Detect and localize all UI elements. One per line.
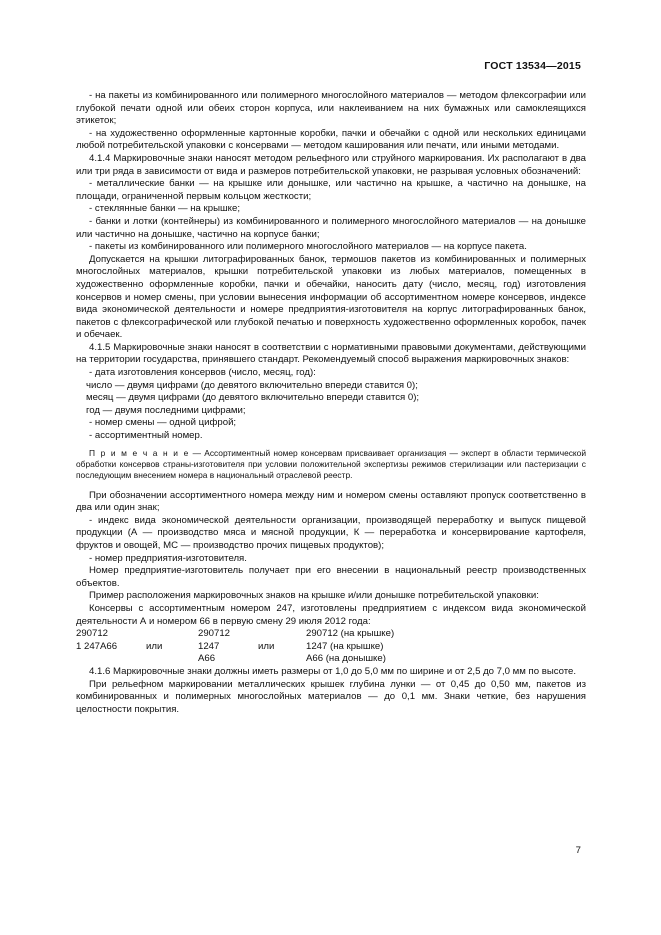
paragraph: При обозначении ассортиментного номера между ним и номером смены оставляют пропуск соответственно в два или один знак; bbox=[76, 489, 586, 514]
paragraph: - пакеты из комбинированного или полимерного многослойного материалов — на корпусе пакета. bbox=[89, 241, 527, 253]
page-number: 7 bbox=[575, 845, 581, 856]
paragraph-sub: месяц — двумя цифрами (до девятого включительно впереди ставится 0); bbox=[86, 392, 420, 404]
table-cell: или bbox=[258, 640, 275, 652]
paragraph: Номер предприятие-изготовитель получает при его внесении в национальный реестр производственных объектов. bbox=[76, 565, 586, 589]
paragraph: 4.1.4 Маркировочные знаки наносят методом рельефного или струйного маркирования. Их располагают в два или три ряда в зависимости от вида и размеров потребительской упаковки, не разрывая условных обозначений: bbox=[76, 152, 586, 177]
table-cell bbox=[146, 628, 198, 641]
table-cell bbox=[258, 653, 306, 666]
table-row bbox=[76, 628, 394, 641]
standard-header: ГОСТ 13534—2015 bbox=[484, 60, 581, 72]
table-cell bbox=[146, 653, 198, 666]
paragraph: Консервы с ассортиментным номером 247, изготовлены предприятием с индексом вида экономической деятельности А и номером 66 в первую смену 29 июля 2012 года: bbox=[76, 602, 586, 627]
table-cell: 1247 (на крышке) bbox=[306, 640, 384, 652]
paragraph: Допускается на крышки литографированных банок, термошов пакетов из комбинированных и полимерных многослойных материалов, крышки потребительской упаковки из любых материалов, помещенных в художественно оформленные коробки, пачки и обечайки, наносить дату (число, месяц, год) изготовления консервов и номер смены, при условии вынесения информации об ассортиментном номере консервов, индексе вида экономической деятельности и номере предприятия-изготовителя на корпус литографированных банок, пакетов с флексографической или глубокой печатью и поверхность художественно оформленных коробок, пачек и обечаек. bbox=[76, 253, 586, 341]
note bbox=[76, 448, 586, 481]
document-body bbox=[76, 90, 586, 716]
paragraph-sub: год — двумя последними цифрами; bbox=[86, 404, 246, 416]
paragraph: - на художественно оформленные картонные коробки, пачки и обечайки с одной или нескольких единицами любой потребительской упаковки с консервами — методом каширования или печати, или иными методами. bbox=[76, 127, 586, 152]
table-cell: 290712 bbox=[198, 628, 231, 640]
table-cell: 290712 (на крышке) bbox=[306, 628, 395, 640]
paragraph: - ассортиментный номер. bbox=[89, 430, 203, 442]
paragraph: - на пакеты из комбинированного или полимерного многослойного материалов — методом флексографии или глубокой печати одной или обеих сторон корпуса, или наклеиванием на них бумажных или самоклеящихся этикеток; bbox=[76, 90, 586, 127]
paragraph: - банки и лотки (контейнеры) из комбинированного и полимерного многослойного материалов — на донышке или частично на донышке, частично на корпусе банки; bbox=[76, 215, 586, 240]
table-row bbox=[76, 641, 394, 654]
paragraph: - номер смены — одной цифрой; bbox=[89, 417, 237, 429]
table-cell: 1247 bbox=[198, 640, 220, 652]
marking-example-table bbox=[76, 628, 394, 666]
paragraph: - номер предприятия-изготовителя. bbox=[89, 552, 247, 564]
table-row bbox=[76, 653, 394, 666]
table-cell: А66 (на донышке) bbox=[306, 653, 386, 665]
paragraph: - индекс вида экономической деятельности организации, производящей переработку и выпуск пищевой продукции (А — производство мяса и мясной продукции, К — переработка и консервирование картофеля, фруктов и овощей, МС — производство прочих пищевых продуктов); bbox=[76, 514, 586, 551]
paragraph: - дата изготовления консервов (число, месяц, год): bbox=[89, 367, 316, 379]
paragraph: - металлические банки — на крышке или донышке, или частично на крышке, а частично на донышке, на площади, ограниченной первым кольцом жесткости; bbox=[76, 178, 586, 202]
table-cell bbox=[258, 628, 306, 641]
paragraph: Пример расположения маркировочных знаков на крышке и/или донышке потребительской упаковки: bbox=[89, 590, 539, 602]
table-cell: или bbox=[146, 640, 163, 652]
table-cell bbox=[76, 653, 146, 666]
paragraph: - стеклянные банки — на крышке; bbox=[89, 203, 240, 215]
paragraph: При рельефном маркировании металлических крышек глубина лунки — от 0,45 до 0,50 мм, пакетов из комбинированных и полимерных многослойных материалов — до 0,1 мм. Знаки четкие, без нарушения целостности покрытия. bbox=[76, 678, 586, 715]
note-label: П р и м е ч а н и е bbox=[89, 447, 190, 458]
note-text: — Ассортиментный номер консервам присваивает организация — эксперт в области термической обработки консервов страны-изготовителя при условии положительной экспертизы режимов стерилизации или пастеризации с последующим внесением номера в национальный отраслевой реестр. bbox=[76, 447, 587, 480]
paragraph-sub: число — двумя цифрами (до девятого включительно впереди ставится 0); bbox=[86, 379, 418, 391]
paragraph: 4.1.5 Маркировочные знаки наносят в соответствии с нормативными правовыми документами, действующими на территории государства, принявшего стандарт. Рекомендуемый способ выражения маркировочных знаков: bbox=[76, 341, 586, 366]
table-cell: А66 bbox=[198, 653, 216, 665]
paragraph: 4.1.6 Маркировочные знаки должны иметь размеры от 1,0 до 5,0 мм по ширине и от 2,5 до 7,0 мм по высоте. bbox=[89, 665, 577, 677]
table-cell: 1 247А66 bbox=[76, 640, 118, 652]
table-cell: 290712 bbox=[76, 628, 109, 640]
